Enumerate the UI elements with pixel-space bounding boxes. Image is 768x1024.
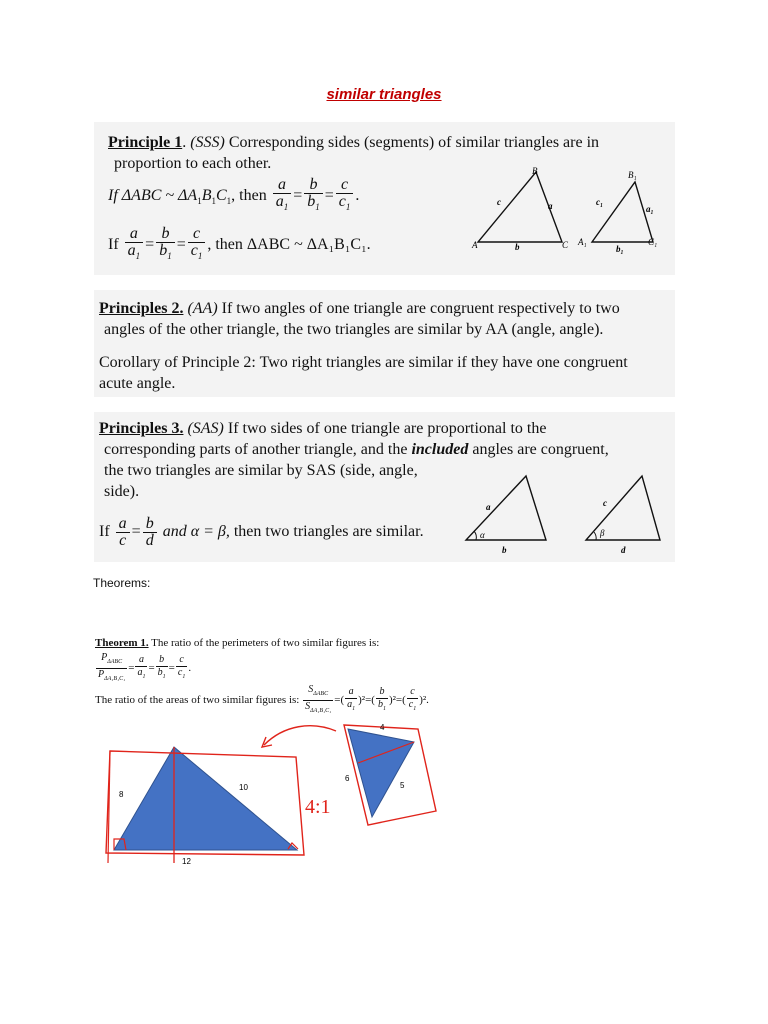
principle-1-line-2: proportion to each other. [114, 155, 272, 172]
label-beta: β [600, 528, 605, 538]
label-b: b [515, 242, 520, 252]
ratio-handwritten: 4:1 [305, 796, 331, 818]
principle-1-if-1: If ΔABC ~ $\Delta A_1B_1C_1$, then $\frac{a}{a_1}$ = $\frac{b}{b_1}$ = $\frac{c}{c_1}$ . [108, 177, 359, 215]
small-blue-triangle [348, 729, 414, 817]
triangle-sas-2 [586, 476, 660, 540]
principle-3-if-pre: If [99, 523, 110, 541]
principle-3-line-3: the two triangles are similar by SAS (side, angle, [104, 462, 418, 479]
corollary-line-2: acute angle. [99, 375, 176, 392]
principle-1-heading: Principle 1 [108, 134, 183, 151]
fraction-c-c1-2: $\frac{c}{c_1}$ [188, 226, 206, 264]
principle-1-if-1-mid2: C [215, 186, 227, 204]
area-text: The ratio of the areas of two similar figures is: [95, 694, 300, 707]
label-a: a [548, 201, 553, 211]
fraction-a-a1-2: $\frac{a}{a_1}$ [125, 226, 144, 264]
label-A: A [472, 240, 478, 250]
fraction-b-b1-2: $\frac{b}{b_1}$ [156, 226, 175, 264]
small-side-right: 5 [400, 781, 405, 790]
label-alpha: α [480, 530, 485, 540]
principle-3-tag: (SAS) [187, 420, 224, 437]
principle-2-text: If two angles of one triangle are congruent respectively to two [217, 300, 620, 317]
principle-2-line-1 [99, 298, 620, 319]
perimeter-num: P [101, 652, 108, 663]
triangle-sas-1 [466, 476, 546, 540]
label-a1: a₁ [646, 204, 654, 214]
principle-2-line-2: angles of the other triangle, the two triangles are similar by AA (angle, angle). [104, 321, 604, 338]
principle-3-line-2 [104, 439, 609, 460]
large-side-bottom: 12 [182, 857, 191, 866]
theorem-1-perimeter-formula: $\frac{P_{\Delta ABC}}{P_{\Delta A_1B_1C_1}}$ = $\frac{a}{a_1}$ = $\frac{b}{b_1}$ = $\frac{c}{c_1}$ . [95, 652, 191, 685]
label-sas-a: a [486, 502, 491, 512]
fraction-a-c: $\frac{a}{c}$ [116, 516, 130, 549]
principle-3-if-mid: and α = β, [162, 523, 230, 541]
label-b1: b₁ [616, 244, 624, 254]
label-sas-d: d [621, 545, 626, 555]
principle-2-tag: (AA) [187, 300, 218, 317]
label-A1: A₁ [578, 237, 587, 247]
theorem-1-heading: Theorem 1. [95, 637, 149, 649]
theorem-1-area-line: The ratio of the areas of two similar figures is: $\frac{S_{\Delta ABC}}{S_{\Delta A_1B_1C_1}}$ =( $\frac{a}{a_1}$ )²=( $\frac{b}{b_1}$ )²=( $\frac{c}{c_1}$ )². [95, 684, 429, 717]
principle-1-if-2: If $\frac{a}{a_1}$ = $\frac{b}{b_1}$ = $\frac{c}{c_1}$ , then ΔABC ~ ΔA₁B₁C₁. [108, 226, 371, 264]
large-side-left: 8 [119, 790, 124, 799]
principle-3-if-post: then two triangles are similar. [233, 523, 424, 541]
perimeter-num-sub: ΔABC [107, 659, 123, 665]
label-C1: C₁ [648, 237, 658, 247]
fraction-a-a1: $\frac{a}{a_1}$ [273, 177, 292, 215]
label-sas-c: c [603, 498, 607, 508]
area-num: S [308, 684, 314, 695]
perimeter-den: P [98, 669, 105, 680]
small-side-top: 4 [380, 723, 385, 732]
label-sas-b: b [502, 545, 507, 555]
principle-1-line-1: Principle 1. (SSS) Corresponding sides (segments) of similar triangles are in [108, 134, 600, 151]
fraction-c-c1: $\frac{c}{c_1}$ [336, 177, 354, 215]
principle-3-line-1 [99, 418, 546, 439]
principle-1-if-1-mid: B [201, 186, 212, 204]
theorems-label: Theorems: [93, 576, 151, 590]
fraction-b-b1: $\frac{b}{b_1}$ [304, 177, 323, 215]
principle-2-panel [94, 290, 675, 397]
label-B: B [532, 166, 538, 176]
page-title: similar triangles [326, 86, 442, 103]
principle-1-if-1-post: , then [231, 186, 267, 204]
corollary-line-1: Corollary of Principle 2: Two right triangles are similar if they have one congruent [99, 354, 628, 371]
principle-3-if: If $\frac{a}{c}$ = $\frac{b}{d}$ and α = β, then two triangles are similar. [99, 515, 424, 549]
principle-3-included: included [411, 441, 469, 458]
area-den-sub: ΔA₁B₁C₁ [310, 708, 332, 714]
triangle-a1b1c1 [592, 182, 653, 242]
principle-3-text: If two sides of one triangle are proportional to the [223, 420, 547, 437]
label-B1: B₁ [628, 170, 637, 180]
principle-1-if-1-pre: If ΔABC ~ ΔA [108, 186, 198, 204]
small-side-left: 6 [345, 774, 350, 783]
fraction-b-d: $\frac{b}{d}$ [143, 516, 157, 549]
theorem-1-text: The ratio of the perimeters of two similar figures is: [148, 637, 380, 649]
principle-3-line-2-a: corresponding parts of another triangle, and the [104, 441, 412, 458]
principle-1-text: Corresponding sides (segments) of similar triangles are in [224, 134, 600, 151]
perimeter-ratio [96, 652, 127, 685]
principle-3-line-4: side). [104, 483, 140, 500]
principle-3-heading: Principles 3. [99, 420, 184, 437]
area-ratio [303, 684, 333, 717]
area-den: S [305, 701, 311, 712]
large-blue-triangle [114, 747, 297, 850]
principle-1-panel [94, 122, 675, 275]
large-side-hyp: 10 [239, 783, 248, 792]
principle-1-triangles-figure [470, 162, 700, 272]
perimeter-den-sub: ΔA₁B₁C₁ [104, 676, 126, 682]
label-c: c [497, 197, 501, 207]
area-num-sub: ΔABC [313, 691, 329, 697]
principle-3-triangles-figure [460, 468, 680, 558]
label-c1: c₁ [596, 197, 604, 207]
principle-1-tag: (SSS) [190, 134, 225, 151]
label-C: C [562, 240, 569, 250]
principle-1-if-2-post: , then ΔABC ~ ΔA₁B₁C₁. [207, 235, 371, 253]
principle-3-line-2-c: angles are congruent, [468, 441, 609, 458]
theorem-1-line-1 [95, 637, 379, 649]
similar-triangles-sketch [100, 715, 440, 875]
principle-2-heading: Principles 2. [99, 300, 184, 317]
curved-arrow [264, 726, 336, 745]
principle-3-panel [94, 412, 675, 562]
